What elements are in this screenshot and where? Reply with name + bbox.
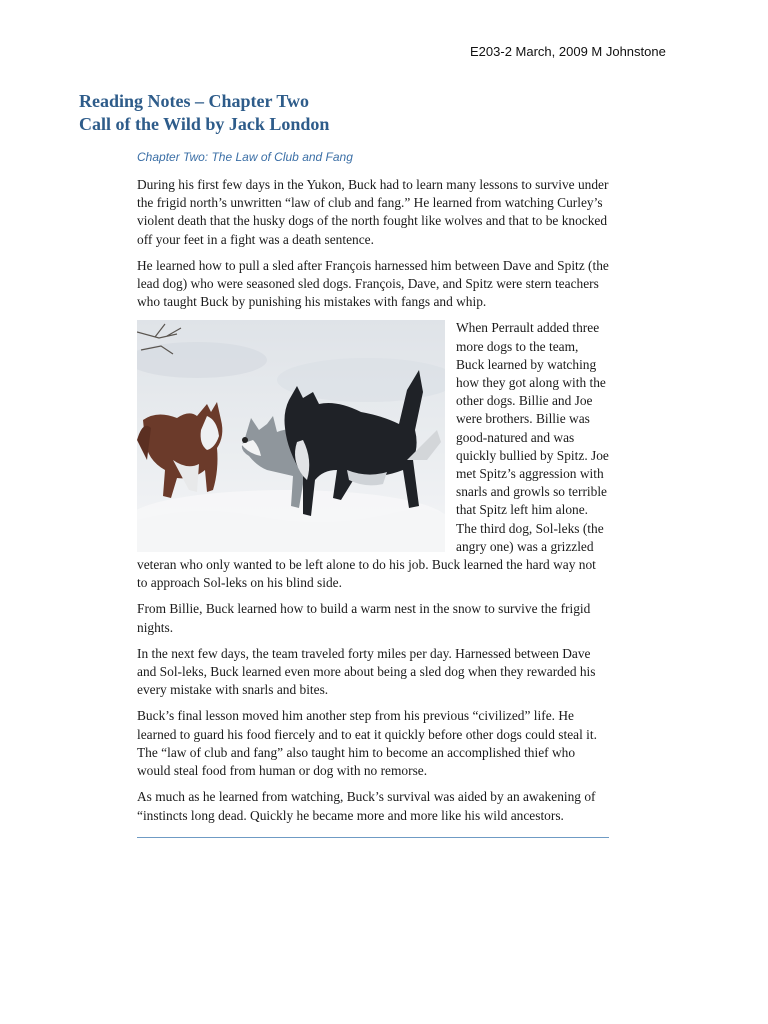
document-title [79,90,639,136]
paragraph-7: As much as he learned from watching, Buck’s survival was aided by an awakening of “instincts long dead. Quickly he became more and more like his wild ancestors. [137,789,596,823]
paragraph-2: He learned how to pull a sled after François harnessed him between Dave and Spitz (the lead dog) who were seasoned sled dogs. François, Dave, and Spitz were stern teachers who taught Buck by punishing his mistakes with fangs and whip. [137,257,609,310]
title-line-2: Call of the Wild by Jack London [79,114,330,134]
paragraph-3: When Perrault added three more dogs to the team, Buck learned by watching how they got along with the other dogs. Billie and Joe were brothers. Billie was good-natured and was quickly bullied by Spitz. Joe met Spitz’s aggression with snarls and growls so terrible that Spitz left him alone. The third dog, Sol-leks (the angry one) was a grizzled veteran who only wanted to be left alone to do his job. Buck learned the hard way not to approach Sol-leks on his blind side. [137,320,609,591]
bottom-divider [137,837,609,838]
paragraph-4: From Billie, Buck learned how to build a warm nest in the snow to survive the frigid nights. [137,601,591,635]
paragraph-6: Buck’s final lesson moved him another step from his previous “civilized” life. He learned to guard his food fiercely and to eat it quickly before other dogs could steal it. The “law of club and fang” also taught him to become an accomplished thief who would steal food from human or dog with no remorse. [137,708,597,779]
document-header-meta: E203-2 March, 2009 M Johnstone [470,44,666,59]
paragraph-5: In the next few days, the team traveled forty miles per day. Harnessed between Dave and Sol-leks, Buck learned even more about being a sled dog when they rewarded his every mistake with snarls and bites. [137,645,596,698]
body-text [137,176,609,833]
husky-dogs-photo [137,320,445,552]
chapter-subtitle: Chapter Two: The Law of Club and Fang [137,150,353,164]
paragraph-1: During his first few days in the Yukon, Buck had to learn many lessons to survive under the frigid north’s unwritten “law of club and fang.” He learned from watching Curley’s violent death that the husky dogs of the north fought like wolves and that to be knocked off your feet in a fight was a death sentence. [137,177,609,247]
title-line-1: Reading Notes – Chapter Two [79,91,310,111]
